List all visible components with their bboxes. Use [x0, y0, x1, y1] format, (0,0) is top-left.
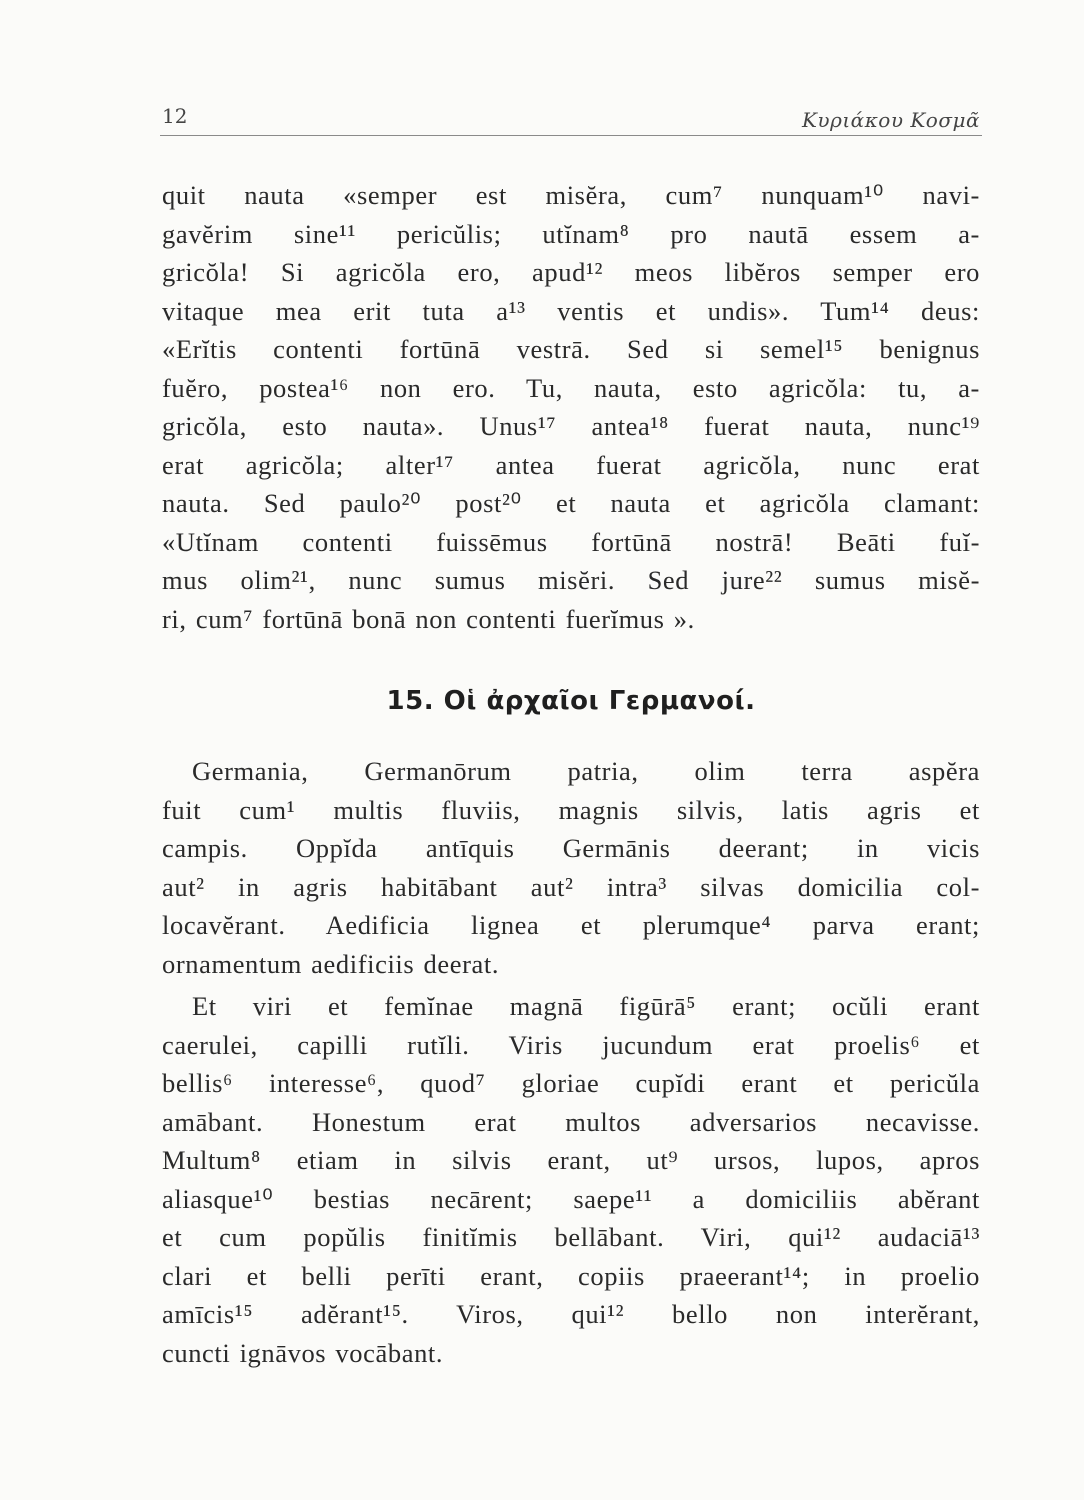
section-heading	[162, 686, 980, 716]
paragraph-germania	[162, 752, 980, 983]
text-line: amīcis¹⁵ adĕrant¹⁵. Viros, qui¹² bello non interĕrant,	[162, 1299, 980, 1329]
text-line: Germania, Germanōrum patria, olim terra aspĕra	[192, 756, 980, 786]
text-line: gavĕrim sine¹¹ pericŭlis; utĭnam⁸ pro nautā essem a-	[162, 218, 980, 249]
text-line: «Erĭtis contenti fortūnā vestrā. Sed si semel¹⁵ benignus	[162, 334, 980, 364]
text-line: nauta. Sed paulo²⁰ post²⁰ et nauta et agricŏla clamant:	[162, 488, 980, 518]
text-line: caerulei, capilli rutĭli. Viris jucundum erat proelis⁶ et	[162, 1029, 980, 1060]
running-title: Κυριάκου Κοσμᾶ	[801, 108, 980, 132]
text-line: quit nauta «semper est misĕra, cum⁷ nunquam¹⁰ navi-	[162, 180, 980, 210]
text-line: et cum popŭlis finitĭmis bellābant. Viri, qui¹² audaciā¹³	[162, 1222, 980, 1252]
paragraph-top	[162, 176, 980, 638]
text-line: campis. Oppĭda antīquis Germānis deerant; in vicis	[162, 833, 980, 863]
text-line: Et viri et femĭnae magnā figūrā⁵ erant; ocŭli erant	[192, 991, 980, 1021]
text-line: ri, cum⁷ fortūnā bonā non contenti fuerĭmus ».	[162, 603, 695, 634]
text-line: clari et belli perīti erant, copiis praeerant¹⁴; in proelio	[162, 1260, 980, 1291]
page-number: 12	[162, 104, 188, 128]
text-line: amābant. Honestum erat multos adversarios necavisse.	[162, 1106, 980, 1137]
text-line: ornamentum aedificiis deerat.	[162, 948, 500, 979]
text-line: locavĕrant. Aedificia lignea et plerumque⁴ parva erant;	[162, 910, 980, 940]
running-head	[162, 104, 980, 134]
text-line: vitaque mea erit tuta a¹³ ventis et undis». Tum¹⁴ deus:	[162, 295, 980, 326]
text-line: «Utĭnam contenti fuissēmus fortūnā nostrā! Beāti fuĭ-	[162, 526, 980, 557]
text-line: gricŏla! Si agricŏla ero, apud¹² meos libĕros semper ero	[162, 257, 980, 287]
text-line: cuncti ignāvos vocābant.	[162, 1337, 444, 1368]
paragraph-viri	[162, 987, 980, 1372]
text-line: aut² in agris habitābant aut² intra³ silvas domicilia col-	[162, 871, 980, 902]
text-line: fuit cum¹ multis fluviis, magnis silvis, latis agris et	[162, 794, 980, 825]
text-line: Multum⁸ etiam in silvis erant, ut⁹ ursos, lupos, apros	[162, 1145, 980, 1175]
text-line: bellis⁶ interesse⁶, quod⁷ gloriae cupĭdi erant et pericŭla	[162, 1068, 980, 1098]
section-heading-text: 15. Οἱ ἀρχαῖοι Γερμανοί.	[386, 686, 756, 716]
text-line: mus olim²¹, nunc sumus misĕri. Sed jure²² sumus misĕ-	[162, 565, 980, 595]
text-line: aliasque¹⁰ bestias necārent; saepe¹¹ a domiciliis abĕrant	[162, 1183, 980, 1214]
header-rule	[160, 135, 982, 136]
text-line: fuĕro, postea¹⁶ non ero. Tu, nauta, esto agricŏla: tu, a-	[162, 372, 980, 403]
text-line: erat agricŏla; alter¹⁷ antea fuerat agricŏla, nunc erat	[162, 449, 980, 480]
text-line: gricŏla, esto nauta». Unus¹⁷ antea¹⁸ fuerat nauta, nunc¹⁹	[162, 411, 980, 441]
